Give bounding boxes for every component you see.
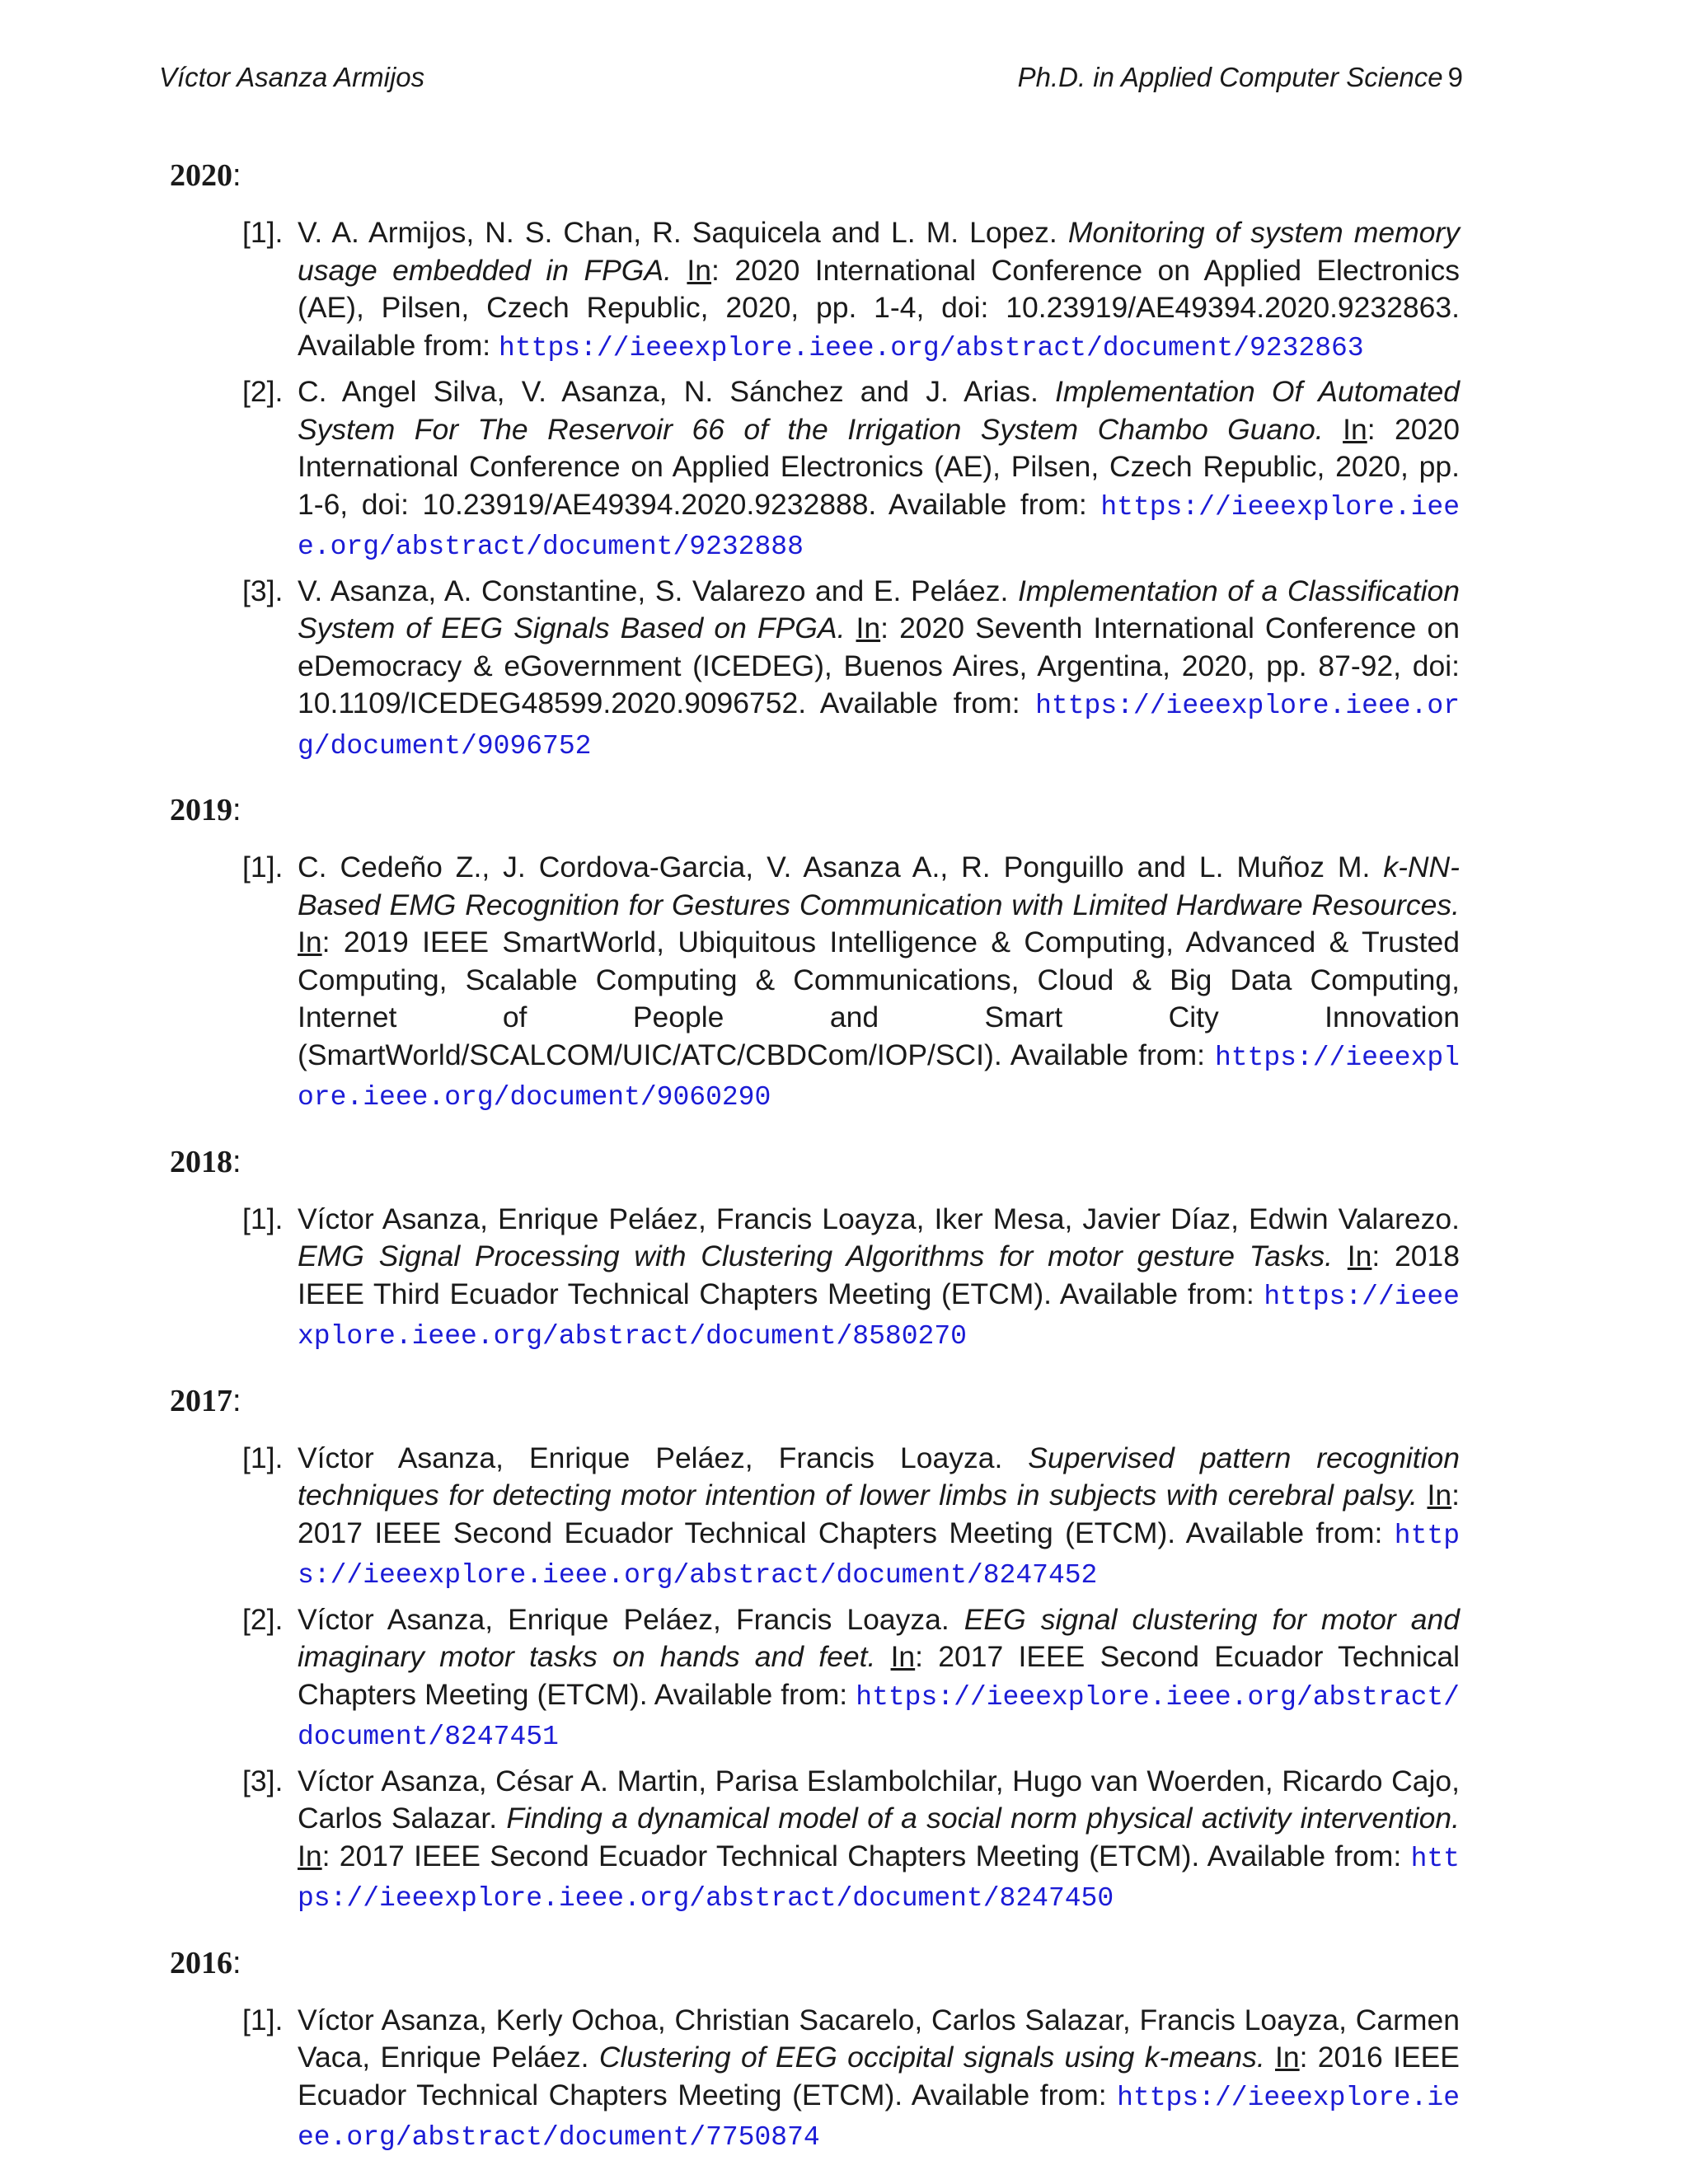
year-label: 2016 bbox=[170, 1945, 232, 1980]
entry-title: k-NN-Based EMG Recognition for Gestures Communication with Limited Hardware Resources. bbox=[298, 851, 1460, 921]
entry-title: Finding a dynamical model of a social norm physical activity intervention. bbox=[506, 1802, 1460, 1835]
year-heading bbox=[170, 1382, 1460, 1420]
in-label: In bbox=[890, 1640, 916, 1673]
entry-authors: Víctor Asanza, Enrique Peláez, Francis Loayza. bbox=[298, 1441, 1003, 1474]
available-label: Available from: bbox=[654, 1677, 848, 1711]
year-label: 2017 bbox=[170, 1383, 232, 1418]
entry-venue: 2017 IEEE Second Ecuador Technical Chapters Meeting (ETCM). bbox=[339, 1839, 1200, 1872]
year-colon: : bbox=[232, 1383, 241, 1418]
entry-number: [3]. bbox=[242, 574, 284, 607]
entry-authors: C. Cedeño Z., J. Cordova-Garcia, V. Asanza A., R. Ponguillo and L. Muñoz M. bbox=[298, 851, 1371, 883]
entry-url-link[interactable]: https://ieeexplore.ieee.org/document/9060290 bbox=[298, 1042, 1460, 1113]
in-label: In bbox=[1347, 1240, 1372, 1272]
year-section bbox=[170, 1382, 1460, 1918]
publication-entry: [1]. Víctor Asanza, Enrique Peláez, Francis Loayza. Supervised pattern recognition techniques for detecting motor intention of lower limbs in subjects with cerebral palsy. In: 2017 IEEE Second Ecuador Technical Chapters Meeting (ETCM). Available from: https://ieeexplore.ieee.org/abstract/document/8247452 bbox=[242, 1441, 1460, 1591]
entry-list bbox=[170, 1201, 1460, 1356]
entry-number: [1]. bbox=[242, 851, 284, 883]
available-label: Available from: bbox=[1059, 1277, 1254, 1310]
entry-title: EEG signal clustering for motor and imaginary motor tasks on hands and feet. bbox=[298, 1602, 1460, 1673]
entry-url-link[interactable]: https://ieeexplore.ieee.org/abstract/document/8580270 bbox=[298, 1281, 1460, 1352]
entry-title: Implementation of a Classification System of EEG Signals Based on FPGA. bbox=[298, 574, 1460, 644]
entry-authors: Víctor Asanza, Enrique Peláez, Francis Loayza. bbox=[298, 1602, 950, 1636]
year-colon: : bbox=[232, 158, 241, 193]
entry-number: [2]. bbox=[242, 375, 284, 408]
in-label: In bbox=[1275, 2041, 1300, 2074]
entry-venue: 2018 IEEE Third Ecuador Technical Chapters Meeting (ETCM). bbox=[298, 1240, 1460, 1310]
entry-authors: Víctor Asanza, Kerly Ochoa, Christian Sacarelo, Carlos Salazar, Francis Loayza, Carmen Vaca, Enrique Peláez. bbox=[298, 2003, 1460, 2074]
year-label: 2019 bbox=[170, 793, 232, 827]
available-label: Available from: bbox=[1207, 1839, 1402, 1872]
in-label: In bbox=[856, 612, 881, 644]
entry-title: Clustering of EEG occipital signals using k-means. bbox=[598, 2041, 1265, 2074]
publication-entry: [2]. Víctor Asanza, Enrique Peláez, Francis Loayza. EEG signal clustering for motor and imaginary motor tasks on hands and feet. In: 2017 IEEE Second Ecuador Technical Chapters Meeting (ETCM). Available from: https://ieeexplore.ieee.org/abstract/document/8247451 bbox=[242, 1602, 1460, 1752]
entry-authors: Víctor Asanza, Enrique Peláez, Francis Loayza, Iker Mesa, Javier Díaz, Edwin Valarezo. bbox=[298, 1202, 1460, 1235]
entry-number: [1]. bbox=[242, 216, 284, 249]
publication-entry: [1]. Víctor Asanza, Enrique Peláez, Francis Loayza, Iker Mesa, Javier Díaz, Edwin Valarezo. EMG Signal Processing with Clustering Algorithms for motor gesture Tasks. In: 2018 IEEE Third Ecuador Technical Chapters Meeting (ETCM). Available from: https://ieeexplore.ieee.org/abstract/document/8580270 bbox=[242, 1202, 1460, 1352]
year-heading bbox=[170, 1143, 1460, 1181]
entry-url-link[interactable]: https://ieeexplore.ieee.org/abstract/document/8247450 bbox=[298, 1843, 1460, 1914]
year-section bbox=[170, 791, 1460, 1117]
publication-entry: [3]. Víctor Asanza, César A. Martin, Parisa Eslambolchilar, Hugo van Woerden, Ricardo Cajo, Carlos Salazar. Finding a dynamical model of a social norm physical activity intervention. In: 2017 IEEE Second Ecuador Technical Chapters Meeting (ETCM). Available from: https://ieeexplore.ieee.org/abstract/document/8247450 bbox=[242, 1764, 1460, 1914]
entry-url-link[interactable]: https://ieeexplore.ieee.org/abstract/document/8247452 bbox=[298, 1520, 1460, 1591]
entry-number: [1]. bbox=[242, 1202, 284, 1235]
entry-list bbox=[170, 214, 1460, 765]
page-number: 9 bbox=[1447, 62, 1463, 92]
entry-venue: 2020 Seventh International Conference on eDemocracy & eGovernment (ICEDEG), Buenos Aires, Argentina, 2020, pp. 87-92, doi: 10.1109/ICEDEG48599.2020.9096752. bbox=[298, 612, 1460, 719]
publication-entry: [1]. Víctor Asanza, Kerly Ochoa, Christian Sacarelo, Carlos Salazar, Francis Loayza, Carmen Vaca, Enrique Peláez. Clustering of EEG occipital signals using k-means. In: 2016 IEEE Ecuador Technical Chapters Meeting (ETCM). Available from: https://ieeexplore.ieee.org/abstract/document/7750874 bbox=[242, 2003, 1461, 2153]
entry-url-link[interactable]: https://ieeexplore.ieee.org/abstract/document/9232888 bbox=[298, 491, 1461, 562]
entry-list bbox=[170, 849, 1460, 1117]
entry-title: Supervised pattern recognition techniques for detecting motor intention of lower limbs in subjects with cerebral palsy. bbox=[298, 1441, 1460, 1511]
page-header bbox=[159, 58, 1463, 97]
year-colon: : bbox=[232, 1144, 241, 1179]
available-label: Available from: bbox=[819, 687, 1020, 719]
year-section bbox=[170, 157, 1460, 765]
entry-authors: V. Asanza, A. Constantine, S. Valarezo and E. Peláez. bbox=[298, 574, 1009, 607]
entry-url-link[interactable]: https://ieeexplore.ieee.org/abstract/document/7750874 bbox=[298, 2082, 1461, 2153]
available-label: Available from: bbox=[888, 487, 1087, 521]
entry-url-link[interactable]: https://ieeexplore.ieee.org/abstract/document/9232863 bbox=[499, 332, 1364, 363]
entry-authors: Víctor Asanza, César A. Martin, Parisa Eslambolchilar, Hugo van Woerden, Ricardo Cajo, Carlos Salazar. bbox=[298, 1764, 1460, 1835]
year-colon: : bbox=[232, 793, 241, 827]
available-label: Available from: bbox=[911, 2078, 1107, 2111]
in-label: In bbox=[298, 1839, 322, 1872]
publication-entry: [3]. V. Asanza, A. Constantine, S. Valarezo and E. Peláez. Implementation of a Classification System of EEG Signals Based on FPGA. In: 2020 Seventh International Conference on eDemocracy & eGovernment (ICEDEG), Buenos Aires, Argentina, 2020, pp. 87-92, doi: 10.1109/ICEDEG48599.2020.9096752. Available from: https://ieeexplore.ieee.org/document/9096752 bbox=[242, 574, 1460, 762]
year-label: 2018 bbox=[170, 1144, 232, 1179]
entry-url-link[interactable]: https://ieeexplore.ieee.org/document/9096752 bbox=[298, 691, 1460, 762]
entry-list bbox=[170, 1440, 1460, 1918]
year-colon: : bbox=[232, 1945, 241, 1980]
available-label: Available from: bbox=[1010, 1038, 1205, 1071]
entry-venue: 2019 IEEE SmartWorld, Ubiquitous Intelligence & Computing, Advanced & Trusted Computing, Scalable Computing & Communications, Cloud & Big Data Computing, Internet of People and Smart City Innovation (SmartWorld/SCALCOM/UIC/ATC/CBDCom/IOP/SCI). bbox=[298, 926, 1460, 1071]
entry-title: Implementation Of Automated System For The Reservoir 66 of the Irrigation System Chambo Guano. bbox=[298, 375, 1460, 446]
entry-authors: V. A. Armijos, N. S. Chan, R. Saquicela and L. M. Lopez. bbox=[298, 216, 1057, 249]
entry-url-link[interactable]: https://ieeexplore.ieee.org/abstract/document/8247451 bbox=[298, 1681, 1460, 1752]
entry-venue: 2017 IEEE Second Ecuador Technical Chapters Meeting (ETCM). bbox=[298, 1640, 1460, 1711]
entry-number: [3]. bbox=[242, 1764, 284, 1797]
header-author: Víctor Asanza Armijos bbox=[159, 62, 425, 92]
entry-venue: 2016 IEEE Ecuador Technical Chapters Meeting (ETCM). bbox=[298, 2041, 1460, 2111]
in-label: In bbox=[1427, 1479, 1452, 1511]
available-label: Available from: bbox=[1185, 1516, 1383, 1549]
publication-entry: [1]. V. A. Armijos, N. S. Chan, R. Saquicela and L. M. Lopez. Monitoring of system memory usage embedded in FPGA. In: 2020 International Conference on Applied Electronics (AE), Pilsen, Czech Republic, 2020, pp. 1-4, doi: 10.23919/AE49394.2020.9232863. Available from: https://ieeexplore.ieee.org/abstract/document/9232863 bbox=[242, 216, 1460, 363]
entry-number: [1]. bbox=[242, 2003, 284, 2036]
publications-list bbox=[170, 147, 1460, 2163]
entry-venue: 2017 IEEE Second Ecuador Technical Chapters Meeting (ETCM). bbox=[298, 1516, 1176, 1549]
year-section bbox=[170, 1143, 1460, 1356]
header-right bbox=[1018, 62, 1463, 93]
year-heading bbox=[170, 1944, 1460, 1982]
publication-entry: [2]. C. Angel Silva, V. Asanza, N. Sánchez and J. Arias. Implementation Of Automated System For The Reservoir 66 of the Irrigation System Chambo Guano. In: 2020 International Conference on Applied Electronics (AE), Pilsen, Czech Republic, 2020, pp. 1-6, doi: 10.23919/AE49394.2020.9232888. Available from: https://ieeexplore.ieee.org/abstract/document/9232888 bbox=[242, 375, 1461, 562]
header-program: Ph.D. in Applied Computer Science bbox=[1017, 62, 1443, 92]
in-label: In bbox=[298, 926, 322, 958]
entry-venue: 2020 International Conference on Applied Electronics (AE), Pilsen, Czech Republic, 2020, pp. 1-4, doi: 10.23919/AE49394.2020.9232863. bbox=[298, 253, 1460, 324]
in-label: In bbox=[687, 253, 712, 287]
year-label: 2020 bbox=[170, 158, 232, 193]
year-heading bbox=[170, 791, 1460, 829]
year-heading bbox=[170, 157, 1460, 194]
entry-title: Monitoring of system memory usage embedded in FPGA. bbox=[298, 216, 1460, 287]
entry-authors: C. Angel Silva, V. Asanza, N. Sánchez and J. Arias. bbox=[298, 375, 1039, 408]
entry-number: [1]. bbox=[242, 1441, 284, 1474]
entry-venue: 2020 International Conference on Applied Electronics (AE), Pilsen, Czech Republic, 2020, pp. 1-6, doi: 10.23919/AE49394.2020.9232888. bbox=[298, 412, 1460, 521]
in-label: In bbox=[1343, 412, 1367, 446]
year-section bbox=[170, 1944, 1460, 2157]
entry-number: [2]. bbox=[242, 1602, 284, 1636]
entry-list bbox=[170, 2002, 1460, 2157]
entry-title: EMG Signal Processing with Clustering Algorithms for motor gesture Tasks. bbox=[298, 1240, 1334, 1272]
available-label: Available from: bbox=[298, 328, 491, 362]
publication-entry: [1]. C. Cedeño Z., J. Cordova-Garcia, V. Asanza A., R. Ponguillo and L. Muñoz M. k-NN-Based EMG Recognition for Gestures Communication with Limited Hardware Resources. In: 2019 IEEE SmartWorld, Ubiquitous Intelligence & Computing, Advanced & Trusted Computing, Scalable Computing & Communications, Cloud & Big Data Computing, Internet of People and Smart City Innovation (SmartWorld/SCALCOM/UIC/ATC/CBDCom/IOP/SCI). Available from: https://ieeexplore.ieee.org/document/9060290 bbox=[242, 851, 1460, 1113]
